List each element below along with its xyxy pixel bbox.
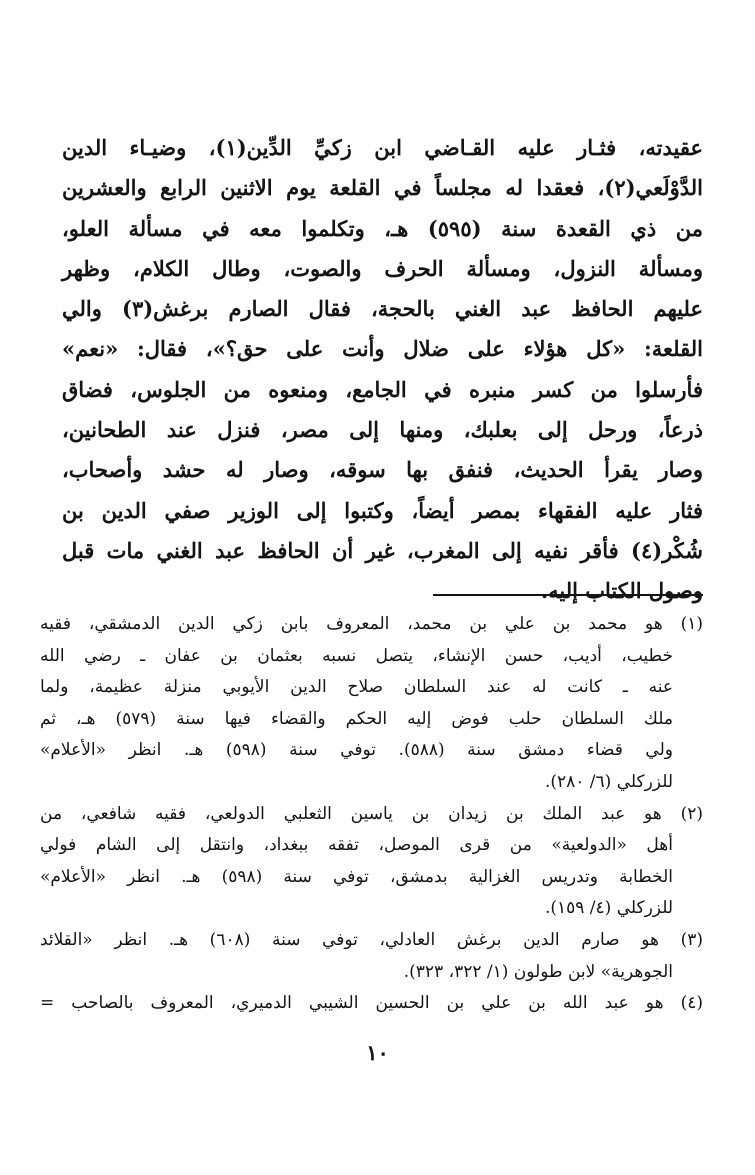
main-text-block bbox=[62, 128, 703, 612]
main-text-line: فأرسلوا من كسر منبره في الجامع، ومنعوه من الجلوس، فضاق bbox=[62, 376, 703, 402]
footnote-2 bbox=[40, 799, 703, 925]
main-text-line: ومسألة النزول، ومسألة الحرف والصوت، وطال الكلام، وظهر bbox=[62, 255, 703, 281]
footnote-line: ملك السلطان حلب فوض إليه الحكم والقضاء فيها سنة (٥٧٩) هـ، ثم bbox=[40, 708, 673, 729]
main-text-line: القلعة: «كل هؤلاء على ضلال وأنت على حق؟»، فقال: «نعم» bbox=[62, 336, 703, 362]
footnote-divider bbox=[433, 594, 703, 596]
main-text-line: عقيدته، فثـار عليه القـاضي ابن زكيِّ الدِّين(١)، وضيـاء الدين bbox=[62, 135, 703, 160]
main-text-line: شُكْر(٤) فأقر نفيه إلى المغرب، غير أن الحافظ عبد الغني مات قبل bbox=[62, 537, 703, 563]
footnote-line: للزركلي (٤/ ١٥٩). bbox=[544, 898, 673, 919]
footnote-line: الخطابة وتدريس الغزالية بدمشق، توفي سنة (٥٩٨) هـ. انظر «الأعلام» bbox=[40, 866, 673, 887]
footnote-4 bbox=[40, 988, 703, 1020]
main-text-line: فثار عليه الفقهاء بمصر أيضاً، وكتبوا إلى الوزير صفي الدين بن bbox=[62, 497, 703, 523]
footnotes-section bbox=[40, 609, 703, 1020]
footnote-1 bbox=[40, 609, 703, 799]
main-text-line: من ذي القعدة سنة (٥٩٥) هـ، وتكلموا معه في مسألة العلو، bbox=[62, 215, 703, 241]
footnote-line: (٣) هو صارم الدين برغش العادلي، توفي سنة (٦٠٨) هـ. انظر «القلائد bbox=[40, 929, 703, 950]
footnote-line: (٢) هو عبد الملك بن زيدان بن ياسين الثعلبي الدولعي، فقيه شافعي، من bbox=[40, 803, 703, 824]
main-text-line: وصول الكتاب إليه. bbox=[540, 578, 703, 604]
main-text-line: وصار يقرأ الحديث، فنفق بها سوقه، وصار له حشد وأصحاب، bbox=[62, 457, 703, 483]
main-text-line: عليهم الحافظ عبد الغني بالحجة، فقال الصارم برغش(٣) والي bbox=[62, 296, 703, 322]
main-text-line: ذرعاً، ورحل إلى بعلبك، ومنها إلى مصر، فنزل عند الطحانين، bbox=[62, 417, 703, 443]
footnote-line: للزركلي (٦/ ٢٨٠). bbox=[544, 771, 673, 792]
footnote-line: (٤) هو عبد الله بن علي بن الحسين الشيبي الدميري، المعروف بالصاحب = bbox=[40, 993, 703, 1014]
footnote-line: أهل «الدولعية» من قرى الموصل، تفقه ببغداد، وانتقل إلى الشام فولي bbox=[40, 835, 673, 856]
footnote-line: خطيب، أديب، حسن الإنشاء، يتصل نسبه بعثمان بن عفان ـ رضي الله bbox=[40, 645, 673, 666]
footnote-3 bbox=[40, 925, 703, 988]
footnote-line: عنه ـ كانت له عند السلطان صلاح الدين الأيوبي منزلة عظيمة، ولما bbox=[40, 677, 673, 698]
page-number: ١٠ bbox=[366, 1040, 389, 1065]
footnote-line: ولي قضاء دمشق سنة (٥٨٨). توفي سنة (٥٩٨) هـ. انظر «الأعلام» bbox=[40, 740, 673, 761]
main-text-line: الدَّوْلَعي(٢)، فعقدا له مجلساً في القلعة يوم الاثنين الرابع والعشرين bbox=[62, 175, 703, 201]
footnote-line: الجوهرية» لابن طولون (١/ ٣٢٢، ٣٢٣). bbox=[403, 961, 673, 982]
footnote-line: (١) هو محمد بن علي بن محمد، المعروف بابن زكي الدين الدمشقي، فقيه bbox=[40, 614, 703, 634]
